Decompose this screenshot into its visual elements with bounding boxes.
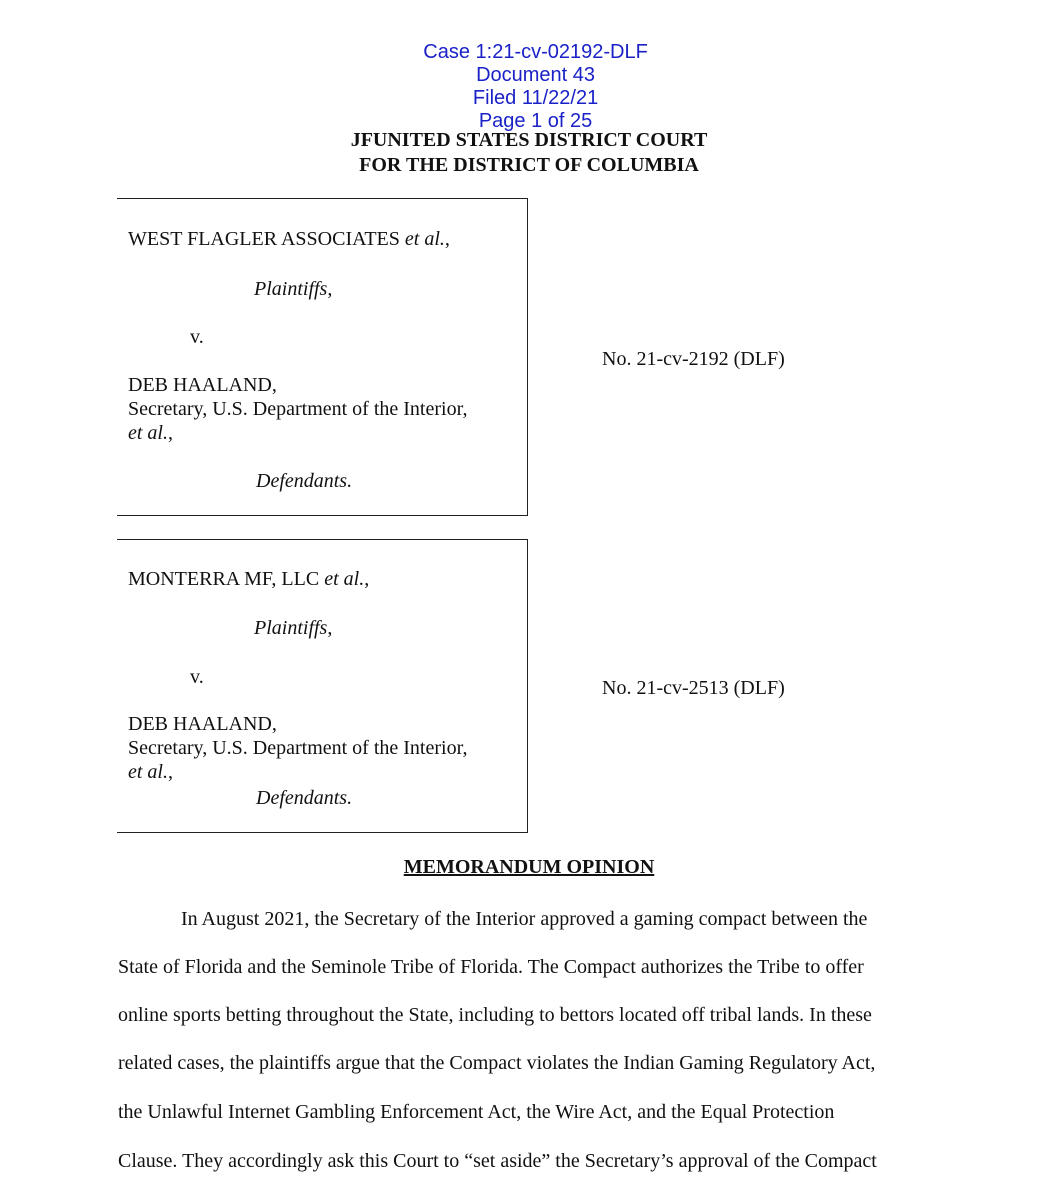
body-line-5: the Unlawful Internet Gambling Enforcement Act, the Wire Act, and the Equal Protection	[118, 1101, 835, 1123]
caption1-case-number: No. 21-cv-2192 (DLF)	[602, 348, 785, 370]
caption2-versus: v.	[190, 666, 204, 688]
caption2-plaintiffs-label: Plaintiffs,	[254, 617, 333, 639]
ecf-case-number: Case 1:21-cv-02192-DLF	[423, 41, 648, 63]
ecf-filed-date: Filed 11/22/21	[472, 87, 599, 109]
caption2-plaintiff: MONTERRA MF, LLC et al.,	[128, 568, 370, 590]
caption2-defendant-etal: et al.,	[128, 761, 173, 783]
caption2-case-number: No. 21-cv-2513 (DLF)	[602, 677, 785, 699]
ecf-document-number: Document 43	[476, 64, 596, 86]
body-line-4: related cases, the plaintiffs argue that the Compact violates the Indian Gaming Regulatory Act,	[118, 1052, 876, 1074]
caption1-plaintiff: WEST FLAGLER ASSOCIATES et al.,	[128, 228, 450, 250]
body-line-3: online sports betting throughout the State, including to bettors located off tribal lands. In these	[118, 1004, 872, 1026]
caption1-defendant-name: DEB HAALAND,	[128, 374, 277, 396]
ecf-header	[0, 18, 1050, 133]
caption2-defendant-name: DEB HAALAND,	[128, 713, 277, 735]
memorandum-title: MEMORANDUM OPINION	[403, 856, 655, 878]
caption1-defendant-etal: et al.,	[128, 422, 173, 444]
court-district: FOR THE DISTRICT OF COLUMBIA	[359, 154, 699, 176]
caption1-defendants-label: Defendants.	[256, 470, 353, 492]
ecf-page-number: Page 1 of 25	[478, 110, 593, 132]
caption1-defendant-title: Secretary, U.S. Department of the Interior,	[128, 398, 468, 420]
caption2-defendant-title: Secretary, U.S. Department of the Interior,	[128, 737, 468, 759]
court-heading	[0, 128, 1050, 178]
body-line-2: State of Florida and the Seminole Tribe of Florida. The Compact authorizes the Tribe to offer	[118, 956, 864, 978]
body-line-1: In August 2021, the Secretary of the Interior approved a gaming compact between the	[181, 908, 868, 930]
caption1-versus: v.	[190, 326, 204, 348]
caption2-defendants-label: Defendants.	[256, 787, 353, 809]
court-name: JFUNITED STATES DISTRICT COURT	[350, 129, 708, 151]
body-line-6: Clause. They accordingly ask this Court to “set aside” the Secretary’s approval of the Compact	[118, 1150, 877, 1172]
caption1-plaintiffs-label: Plaintiffs,	[254, 278, 333, 300]
